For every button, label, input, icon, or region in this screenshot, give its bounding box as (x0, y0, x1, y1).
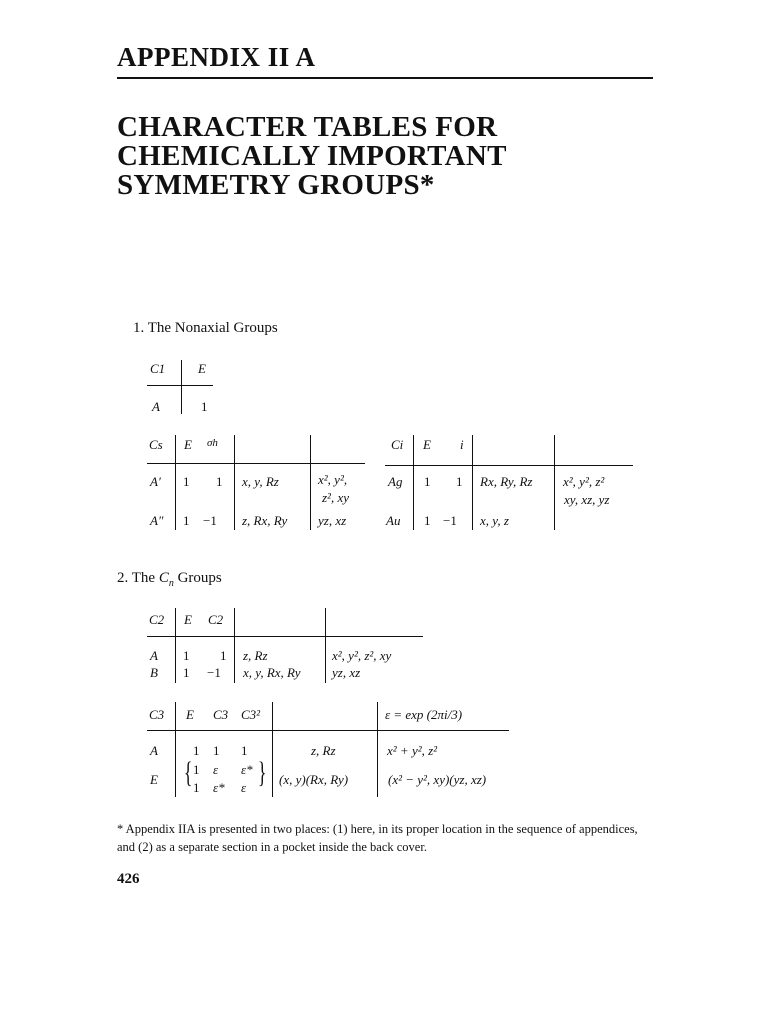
c2-group-label: C2 (149, 612, 165, 627)
c1-op-e: E (198, 361, 206, 376)
title-line-2: CHEMICALLY IMPORTANT (117, 140, 507, 172)
footnote: * Appendix IIA is presented in two places: (1) here, in its proper location in the sequence of appendices, and (2) as a separate section in a pocket inside the back cover. (117, 822, 638, 854)
c3-group-label: C3 (149, 707, 165, 722)
cs-a2-char-e: 1 (183, 513, 190, 528)
page-number: 426 (117, 871, 140, 887)
section-2-heading: 2. The $C_n$ Groups (117, 570, 222, 589)
cs-vline-3 (310, 435, 311, 530)
cs-vline-1 (175, 435, 176, 530)
title-line-3: SYMMETRY GROUPS* (117, 169, 435, 201)
c3-a-char-c3: 1 (213, 743, 220, 758)
cs-a1-linear: x, y, Rz (242, 474, 279, 489)
section-1-heading: 1. The Nonaxial Groups (133, 320, 278, 336)
cs-irrep-a1: A′ (150, 474, 161, 489)
ci-vline-2 (472, 435, 473, 530)
ci-ag-quad-1: x², y², z² (563, 474, 605, 489)
cs-a2-char-sigma: −1 (203, 513, 217, 528)
cs-op-sigma: σh (207, 437, 218, 449)
c3-a-linear: z, Rz (311, 743, 336, 758)
ci-ag-char-e: 1 (424, 474, 431, 489)
cs-vline-2 (234, 435, 235, 530)
c3-vline-3 (377, 702, 378, 797)
c2-hline (147, 636, 423, 637)
c3-e-quad: (x² − y², xy)(yz, xz) (388, 772, 487, 787)
ci-vline-1 (413, 435, 414, 530)
cs-a2-quad: yz, xz (318, 513, 347, 528)
c2-op-c2: C2 (208, 612, 224, 627)
ci-irrep-ag: Ag (388, 474, 403, 489)
c2-op-e: E (184, 612, 192, 627)
cs-a2-linear: z, Rx, Ry (242, 513, 288, 528)
ci-au-char-i: −1 (443, 513, 457, 528)
cs-a1-char-e: 1 (183, 474, 190, 489)
c2-b-quad: yz, xz (332, 665, 361, 680)
c2-a-quad: x², y², z², xy (332, 648, 392, 663)
c3-op-e: E (186, 707, 194, 722)
ci-au-char-e: 1 (424, 513, 431, 528)
c3-right-brace: } (257, 756, 267, 789)
c3-e-linear: (x, y)(Rx, Ry) (279, 772, 349, 787)
c2-a-char-c2: 1 (220, 648, 227, 663)
c2-b-char-e: 1 (183, 665, 190, 680)
c1-group-label: C1 (150, 361, 166, 376)
cs-hline (147, 463, 365, 464)
c3-epsilon-note: ε = exp (2πi/3) (385, 707, 463, 722)
ci-op-e: E (423, 437, 431, 452)
c3-e-r1-char-c3: ε (213, 762, 219, 777)
c2-vline-2 (234, 608, 235, 683)
c3-a-char-e: 1 (193, 743, 200, 758)
c2-a-char-e: 1 (183, 648, 190, 663)
ci-au-linear: x, y, z (480, 513, 509, 528)
cs-a1-quad-1: x², y², (318, 472, 348, 487)
c2-b-linear: x, y, Rx, Ry (243, 665, 301, 680)
c2-irrep-b: B (150, 665, 158, 680)
c1-char: 1 (201, 399, 208, 414)
ci-group-label: Ci (391, 437, 404, 452)
c2-b-char-c2: −1 (207, 665, 221, 680)
title-line-1: CHARACTER TABLES FOR (117, 111, 498, 143)
c3-e-r2-char-e: 1 (193, 780, 200, 795)
c3-left-brace: { (183, 756, 193, 789)
ci-irrep-au: Au (386, 513, 401, 528)
ci-vline-3 (554, 435, 555, 530)
c3-vline-2 (272, 702, 273, 797)
c3-a-char-c3sq: 1 (241, 743, 248, 758)
c3-irrep-a: A (150, 743, 158, 758)
c3-vline-1 (175, 702, 176, 797)
c2-vline-1 (175, 608, 176, 683)
c2-a-linear: z, Rz (243, 648, 268, 663)
cs-a1-char-sigma: 1 (216, 474, 223, 489)
c1-irrep-a: A (152, 399, 160, 414)
cs-op-e: E (184, 437, 192, 452)
c3-e-r2-char-c3sq: ε (241, 780, 247, 795)
c3-op-c3sq: C3² (241, 707, 261, 722)
c3-e-r1-char-e: 1 (193, 762, 200, 777)
c1-hline (147, 385, 213, 386)
heading-rule (117, 77, 653, 79)
ci-ag-linear: Rx, Ry, Rz (480, 474, 533, 489)
appendix-heading: APPENDIX II A (117, 42, 316, 72)
c3-e-r1-char-c3sq: ε* (241, 762, 253, 777)
c3-op-c3: C3 (213, 707, 229, 722)
cs-a1-quad-2: z², xy (322, 490, 349, 505)
c3-hline (147, 730, 509, 731)
ci-ag-char-i: 1 (456, 474, 463, 489)
c3-e-r2-char-c3: ε* (213, 780, 225, 795)
c2-irrep-a: A (150, 648, 158, 663)
c3-irrep-e: E (150, 772, 158, 787)
c1-vline (181, 360, 182, 414)
c2-vline-3 (325, 608, 326, 683)
c3-a-quad: x² + y², z² (387, 743, 438, 758)
ci-ag-quad-2: xy, xz, yz (564, 492, 610, 507)
ci-hline (385, 465, 633, 466)
ci-op-i: i (460, 437, 464, 452)
cs-group-label: Cs (149, 437, 163, 452)
cs-irrep-a2: A″ (150, 513, 164, 528)
page-title (117, 113, 507, 200)
